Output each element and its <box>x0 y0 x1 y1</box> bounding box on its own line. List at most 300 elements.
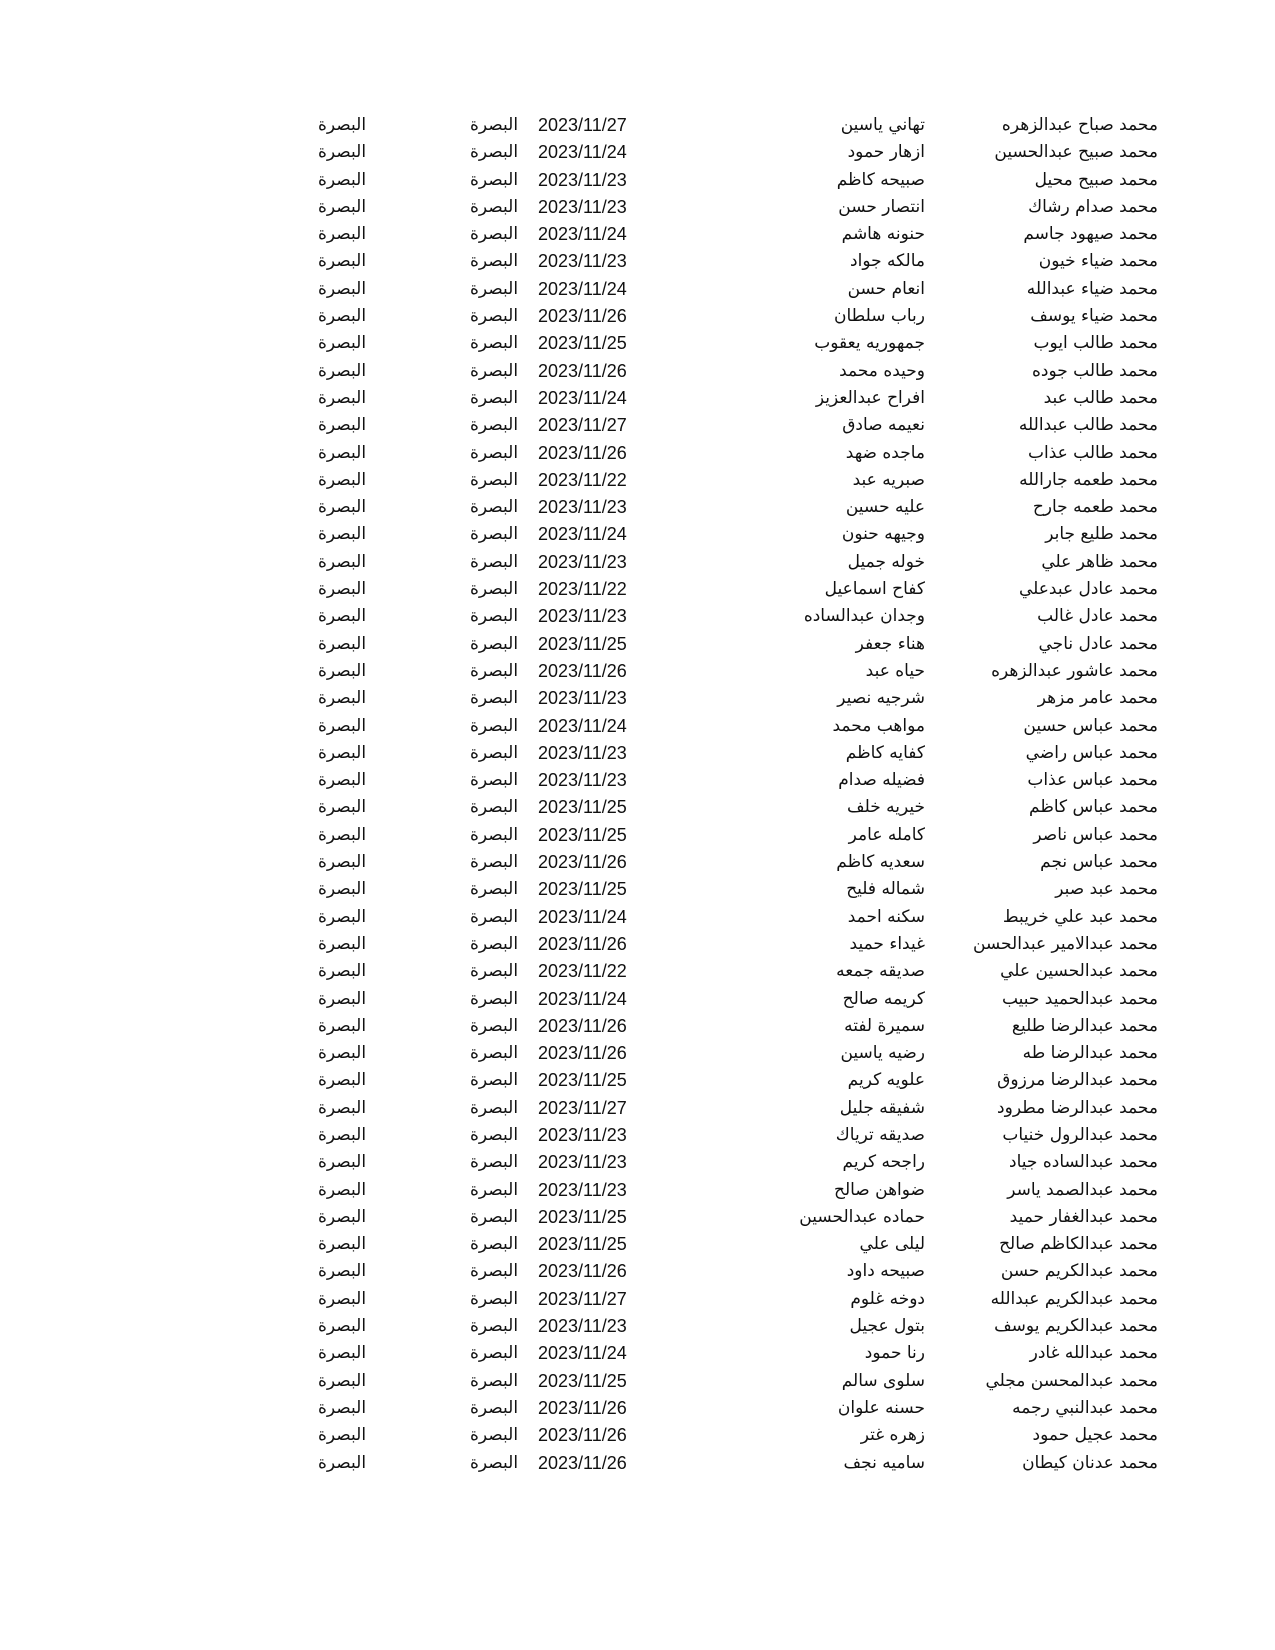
table-row <box>0 467 1275 494</box>
table-row <box>0 904 1275 931</box>
table-row <box>0 167 1275 194</box>
date-cell: 2023/11/26 <box>538 852 627 873</box>
province-cell: البصرة <box>318 1070 367 1091</box>
mother-name: كامله عامر <box>848 824 925 845</box>
province-cell: البصرة <box>318 1179 367 1200</box>
mother-name: بتول عجيل <box>849 1316 925 1337</box>
table-row <box>0 849 1275 876</box>
province-cell: البصرة <box>318 415 367 436</box>
mother-name: ليلى علي <box>859 1234 925 1255</box>
date-cell: 2023/11/24 <box>538 278 627 299</box>
person-name: محمد عباس راضي <box>1025 742 1158 763</box>
city-cell: البصرة <box>470 742 519 763</box>
city-cell: البصرة <box>470 1425 519 1446</box>
table-row <box>0 1395 1275 1422</box>
city-cell: البصرة <box>470 579 519 600</box>
person-name: محمد عباس عذاب <box>1027 770 1158 791</box>
date-cell: 2023/11/26 <box>538 306 627 327</box>
person-name: محمد طعمه جارح <box>1032 497 1158 518</box>
mother-name: خوله جميل <box>847 551 925 572</box>
person-name: محمد عبد علي خريبط <box>1002 906 1158 927</box>
date-cell: 2023/11/26 <box>538 660 627 681</box>
table-row <box>0 248 1275 275</box>
person-name: محمد عبدالامير عبدالحسن <box>972 933 1158 954</box>
province-cell: البصرة <box>318 442 367 463</box>
mother-name: زهره غتر <box>860 1425 925 1446</box>
province-cell: البصرة <box>318 961 367 982</box>
table-row <box>0 1204 1275 1231</box>
person-name: محمد طعمه جارالله <box>1019 469 1158 490</box>
date-cell: 2023/11/23 <box>538 497 627 518</box>
mother-name: سعديه كاظم <box>836 852 925 873</box>
city-cell: البصرة <box>470 770 519 791</box>
person-name: محمد طالب عبد <box>1043 387 1158 408</box>
table-row <box>0 713 1275 740</box>
person-name: محمد عادل ناجي <box>1038 633 1158 654</box>
mother-name: تهاني ياسين <box>840 115 925 135</box>
province-cell: البصرة <box>318 1043 367 1064</box>
city-cell: البصرة <box>470 1343 519 1364</box>
table-row <box>0 685 1275 712</box>
date-cell: 2023/11/26 <box>538 1043 627 1064</box>
date-cell: 2023/11/27 <box>538 415 627 436</box>
city-cell: البصرة <box>470 115 519 135</box>
city-cell: البصرة <box>470 1179 519 1200</box>
table-row <box>0 740 1275 767</box>
table-row <box>0 221 1275 248</box>
date-cell: 2023/11/24 <box>538 906 627 927</box>
date-cell: 2023/11/25 <box>538 633 627 654</box>
province-cell: البصرة <box>318 988 367 1009</box>
person-name: محمد عباس ناصر <box>1033 824 1158 845</box>
city-cell: البصرة <box>470 824 519 845</box>
person-name: محمد عباس نجم <box>1040 852 1158 873</box>
person-name: محمد عبدالرضا طليع <box>1011 1015 1158 1036</box>
province-cell: البصرة <box>318 306 367 327</box>
province-cell: البصرة <box>318 115 367 135</box>
person-name: محمد عبدالرضا مطرود <box>997 1097 1158 1118</box>
mother-name: كفايه كاظم <box>845 742 925 763</box>
table-row <box>0 1149 1275 1176</box>
city-cell: البصرة <box>470 415 519 436</box>
date-cell: 2023/11/25 <box>538 1070 627 1091</box>
person-name: محمد عجيل حمود <box>1032 1425 1158 1446</box>
province-cell: البصرة <box>318 1316 367 1337</box>
date-cell: 2023/11/27 <box>538 1288 627 1309</box>
mother-name: راجحه كريم <box>842 1152 925 1173</box>
table-row <box>0 276 1275 303</box>
province-cell: البصرة <box>318 1343 367 1364</box>
person-name: محمد طالب ايوب <box>1033 333 1158 354</box>
table-row <box>0 1095 1275 1122</box>
city-cell: البصرة <box>470 1152 519 1173</box>
table-row <box>0 958 1275 985</box>
person-name: محمد عبدالساده جياد <box>1009 1152 1158 1173</box>
table-row <box>0 603 1275 630</box>
table-row <box>0 549 1275 576</box>
city-cell: البصرة <box>470 224 519 245</box>
city-cell: البصرة <box>470 1070 519 1091</box>
table-row <box>0 412 1275 439</box>
date-cell: 2023/11/23 <box>538 1124 627 1145</box>
city-cell: البصرة <box>470 196 519 217</box>
mother-name: ساميه نجف <box>843 1452 925 1473</box>
mother-name: شرجيه نصير <box>837 688 925 709</box>
mother-name: رضيه ياسين <box>840 1043 925 1064</box>
mother-name: حنونه هاشم <box>841 224 925 245</box>
table-row <box>0 931 1275 958</box>
table-row <box>0 1286 1275 1313</box>
date-cell: 2023/11/26 <box>538 1452 627 1473</box>
mother-name: صديقه جمعه <box>836 961 925 982</box>
person-name: محمد عبدالكريم عبدالله <box>990 1288 1158 1309</box>
mother-name: خيريه خلف <box>846 797 925 818</box>
person-name: محمد عامر مزهر <box>1037 688 1158 709</box>
mother-name: علويه كريم <box>847 1070 925 1091</box>
table-row <box>0 440 1275 467</box>
city-cell: البصرة <box>470 142 519 163</box>
date-cell: 2023/11/23 <box>538 1179 627 1200</box>
city-cell: البصرة <box>470 961 519 982</box>
province-cell: البصرة <box>318 742 367 763</box>
city-cell: البصرة <box>470 1234 519 1255</box>
province-cell: البصرة <box>318 1261 367 1282</box>
table-row <box>0 767 1275 794</box>
mother-name: حماده عبدالحسين <box>799 1206 925 1227</box>
province-cell: البصرة <box>318 1288 367 1309</box>
mother-name: ضواهن صالح <box>833 1179 925 1200</box>
table-row <box>0 876 1275 903</box>
city-cell: البصرة <box>470 606 519 627</box>
city-cell: البصرة <box>470 633 519 654</box>
date-cell: 2023/11/25 <box>538 333 627 354</box>
city-cell: البصرة <box>470 715 519 736</box>
city-cell: البصرة <box>470 1124 519 1145</box>
date-cell: 2023/11/25 <box>538 824 627 845</box>
city-cell: البصرة <box>470 333 519 354</box>
person-name: محمد عبد صبر <box>1055 879 1158 900</box>
province-cell: البصرة <box>318 797 367 818</box>
city-cell: البصرة <box>470 278 519 299</box>
mother-name: صبيحه داود <box>846 1261 925 1282</box>
city-cell: البصرة <box>470 933 519 954</box>
province-cell: البصرة <box>318 1234 367 1255</box>
person-name: محمد عبدالله غادر <box>1029 1343 1158 1364</box>
person-name: محمد عبدالحسين علي <box>1000 961 1158 982</box>
province-cell: البصرة <box>318 551 367 572</box>
province-cell: البصرة <box>318 1425 367 1446</box>
table-row <box>0 1231 1275 1258</box>
date-cell: 2023/11/22 <box>538 961 627 982</box>
date-cell: 2023/11/25 <box>538 797 627 818</box>
person-name: محمد عبدالرضا طه <box>1022 1043 1158 1064</box>
table-row <box>0 194 1275 221</box>
province-cell: البصرة <box>318 1206 367 1227</box>
province-cell: البصرة <box>318 524 367 545</box>
mother-name: جمهوريه يعقوب <box>814 333 925 354</box>
person-name: محمد عبدالحميد حبيب <box>1001 988 1158 1009</box>
city-cell: البصرة <box>470 360 519 381</box>
date-cell: 2023/11/26 <box>538 1425 627 1446</box>
table-row <box>0 521 1275 548</box>
mother-name: وحيده محمد <box>839 360 925 381</box>
mother-name: حسنه علوان <box>837 1397 925 1418</box>
mother-name: حياه عبد <box>865 660 925 681</box>
province-cell: البصرة <box>318 469 367 490</box>
person-name: محمد عبدالغفار حميد <box>1009 1206 1158 1227</box>
table-row <box>0 112 1275 139</box>
person-name: محمد عبدالكاظم صالح <box>999 1234 1158 1255</box>
date-cell: 2023/11/26 <box>538 1015 627 1036</box>
province-cell: البصرة <box>318 1452 367 1473</box>
city-cell: البصرة <box>470 524 519 545</box>
table-row <box>0 1258 1275 1285</box>
mother-name: كفاح اسماعيل <box>824 579 925 600</box>
mother-name: سميرة لفته <box>844 1015 925 1036</box>
province-cell: البصرة <box>318 1397 367 1418</box>
mother-name: وجدان عبدالساده <box>803 606 925 627</box>
city-cell: البصرة <box>470 169 519 190</box>
table-row <box>0 1368 1275 1395</box>
province-cell: البصرة <box>318 1152 367 1173</box>
person-name: محمد عادل عبدعلي <box>1018 579 1158 600</box>
person-name: محمد طالب عذاب <box>1027 442 1158 463</box>
date-cell: 2023/11/23 <box>538 1316 627 1337</box>
province-cell: البصرة <box>318 360 367 381</box>
mother-name: غيداء حميد <box>849 933 925 954</box>
province-cell: البصرة <box>318 688 367 709</box>
person-name: محمد عبدالصمد ياسر <box>1007 1179 1158 1200</box>
table-row <box>0 1013 1275 1040</box>
mother-name: كريمه صالح <box>842 988 925 1009</box>
table-row <box>0 1067 1275 1094</box>
date-cell: 2023/11/22 <box>538 469 627 490</box>
province-cell: البصرة <box>318 852 367 873</box>
mother-name: انعام حسن <box>847 278 925 299</box>
mother-name: مالكه جواد <box>850 251 925 272</box>
province-cell: البصرة <box>318 1124 367 1145</box>
province-cell: البصرة <box>318 169 367 190</box>
date-cell: 2023/11/26 <box>538 933 627 954</box>
province-cell: البصرة <box>318 497 367 518</box>
province-cell: البصرة <box>318 278 367 299</box>
city-cell: البصرة <box>470 442 519 463</box>
mother-name: افراح عبدالعزيز <box>815 387 925 408</box>
date-cell: 2023/11/27 <box>538 1097 627 1118</box>
table-row <box>0 1422 1275 1449</box>
mother-name: وجيهه حنون <box>841 524 925 545</box>
table-row <box>0 1340 1275 1367</box>
date-cell: 2023/11/26 <box>538 1261 627 1282</box>
table-row <box>0 494 1275 521</box>
date-cell: 2023/11/24 <box>538 988 627 1009</box>
table-row <box>0 658 1275 685</box>
table-row <box>0 1040 1275 1067</box>
province-cell: البصرة <box>318 933 367 954</box>
person-name: محمد عبدالرضا مرزوق <box>997 1070 1158 1091</box>
person-name: محمد طليع جابر <box>1045 524 1158 545</box>
date-cell: 2023/11/26 <box>538 1397 627 1418</box>
table-row <box>0 1313 1275 1340</box>
city-cell: البصرة <box>470 387 519 408</box>
city-cell: البصرة <box>470 1452 519 1473</box>
city-cell: البصرة <box>470 1043 519 1064</box>
province-cell: البصرة <box>318 1097 367 1118</box>
date-cell: 2023/11/24 <box>538 224 627 245</box>
table-row <box>0 358 1275 385</box>
mother-name: مواهب محمد <box>832 715 925 736</box>
mother-name: رباب سلطان <box>833 306 925 327</box>
province-cell: البصرة <box>318 606 367 627</box>
city-cell: البصرة <box>470 688 519 709</box>
person-name: محمد عبدالكريم يوسف <box>994 1316 1158 1337</box>
table-row <box>0 986 1275 1013</box>
person-name: محمد ضياء عبدالله <box>1026 278 1158 299</box>
province-cell: البصرة <box>318 906 367 927</box>
person-name: محمد ضياء يوسف <box>1030 306 1158 327</box>
city-cell: البصرة <box>470 1370 519 1391</box>
person-name: محمد طالب عبدالله <box>1018 415 1158 436</box>
mother-name: صديقه ترياك <box>835 1124 925 1145</box>
province-cell: البصرة <box>318 224 367 245</box>
city-cell: البصرة <box>470 551 519 572</box>
city-cell: البصرة <box>470 1015 519 1036</box>
person-name: محمد صيهود جاسم <box>1023 224 1158 245</box>
person-name: محمد عدنان كيطان <box>1022 1452 1158 1473</box>
mother-name: هناء جعفر <box>855 633 925 654</box>
person-name: محمد صبيح محيل <box>1034 169 1158 190</box>
person-name: محمد صدام رشاك <box>1028 196 1158 217</box>
mother-name: رنا حمود <box>864 1343 925 1364</box>
city-cell: البصرة <box>470 879 519 900</box>
mother-name: شفيقه جليل <box>839 1097 925 1118</box>
city-cell: البصرة <box>470 988 519 1009</box>
person-name: محمد عباس كاظم <box>1029 797 1158 818</box>
mother-name: صبيحه كاظم <box>836 169 925 190</box>
person-name: محمد صباح عبدالزهره <box>1001 115 1158 135</box>
province-cell: البصرة <box>318 660 367 681</box>
date-cell: 2023/11/24 <box>538 715 627 736</box>
date-cell: 2023/11/23 <box>538 742 627 763</box>
person-name: محمد صبيح عبدالحسين <box>994 142 1158 163</box>
city-cell: البصرة <box>470 1261 519 1282</box>
date-cell: 2023/11/22 <box>538 579 627 600</box>
province-cell: البصرة <box>318 251 367 272</box>
province-cell: البصرة <box>318 333 367 354</box>
person-name: محمد عبدالكريم حسن <box>1000 1261 1158 1282</box>
province-cell: البصرة <box>318 879 367 900</box>
person-name: محمد عادل غالب <box>1037 606 1158 627</box>
date-cell: 2023/11/25 <box>538 1234 627 1255</box>
person-name: محمد عبدالمحسن مجلي <box>985 1370 1158 1391</box>
mother-name: ازهار حمود <box>847 142 925 163</box>
province-cell: البصرة <box>318 770 367 791</box>
date-cell: 2023/11/23 <box>538 1152 627 1173</box>
table-row <box>0 1450 1275 1477</box>
person-name: محمد ضياء خيون <box>1038 251 1158 272</box>
city-cell: البصرة <box>470 1316 519 1337</box>
city-cell: البصرة <box>470 852 519 873</box>
date-cell: 2023/11/27 <box>538 115 627 135</box>
date-cell: 2023/11/25 <box>538 1206 627 1227</box>
date-cell: 2023/11/23 <box>538 169 627 190</box>
province-cell: البصرة <box>318 142 367 163</box>
mother-name: دوخه غلوم <box>850 1288 925 1309</box>
city-cell: البصرة <box>470 797 519 818</box>
city-cell: البصرة <box>470 1288 519 1309</box>
records-list <box>0 112 1275 1477</box>
table-row <box>0 822 1275 849</box>
person-name: محمد ظاهر علي <box>1041 551 1158 572</box>
date-cell: 2023/11/23 <box>538 251 627 272</box>
date-cell: 2023/11/23 <box>538 196 627 217</box>
city-cell: البصرة <box>470 1397 519 1418</box>
person-name: محمد عبدالنبي رجمه <box>1012 1397 1158 1418</box>
person-name: محمد طالب جوده <box>1032 360 1158 381</box>
city-cell: البصرة <box>470 1206 519 1227</box>
province-cell: البصرة <box>318 824 367 845</box>
table-row <box>0 794 1275 821</box>
province-cell: البصرة <box>318 196 367 217</box>
table-row <box>0 139 1275 166</box>
province-cell: البصرة <box>318 579 367 600</box>
date-cell: 2023/11/23 <box>538 551 627 572</box>
table-row <box>0 330 1275 357</box>
province-cell: البصرة <box>318 1015 367 1036</box>
mother-name: سكنه احمد <box>847 906 925 927</box>
date-cell: 2023/11/24 <box>538 142 627 163</box>
table-row <box>0 631 1275 658</box>
date-cell: 2023/11/23 <box>538 770 627 791</box>
date-cell: 2023/11/23 <box>538 688 627 709</box>
date-cell: 2023/11/24 <box>538 387 627 408</box>
city-cell: البصرة <box>470 306 519 327</box>
mother-name: ماجده ضهد <box>845 442 925 463</box>
mother-name: انتصار حسن <box>838 196 925 217</box>
date-cell: 2023/11/26 <box>538 360 627 381</box>
city-cell: البصرة <box>470 469 519 490</box>
city-cell: البصرة <box>470 251 519 272</box>
city-cell: البصرة <box>470 1097 519 1118</box>
city-cell: البصرة <box>470 497 519 518</box>
person-name: محمد عبدالرول خنياب <box>1002 1124 1158 1145</box>
province-cell: البصرة <box>318 633 367 654</box>
person-name: محمد عاشور عبدالزهره <box>991 660 1158 681</box>
table-row <box>0 576 1275 603</box>
date-cell: 2023/11/24 <box>538 524 627 545</box>
date-cell: 2023/11/26 <box>538 442 627 463</box>
table-row <box>0 385 1275 412</box>
date-cell: 2023/11/23 <box>538 606 627 627</box>
table-row <box>0 303 1275 330</box>
city-cell: البصرة <box>470 906 519 927</box>
date-cell: 2023/11/25 <box>538 879 627 900</box>
province-cell: البصرة <box>318 715 367 736</box>
mother-name: سلوى سالم <box>841 1370 925 1391</box>
date-cell: 2023/11/25 <box>538 1370 627 1391</box>
person-name: محمد عباس حسين <box>1023 715 1158 736</box>
mother-name: شماله فليح <box>846 879 925 900</box>
table-row <box>0 1177 1275 1204</box>
mother-name: نعيمه صادق <box>842 415 925 436</box>
mother-name: صبريه عبد <box>852 469 925 490</box>
mother-name: فضيله صدام <box>838 770 925 791</box>
mother-name: عليه حسين <box>845 497 925 518</box>
date-cell: 2023/11/24 <box>538 1343 627 1364</box>
table-row <box>0 1122 1275 1149</box>
province-cell: البصرة <box>318 1370 367 1391</box>
province-cell: البصرة <box>318 387 367 408</box>
